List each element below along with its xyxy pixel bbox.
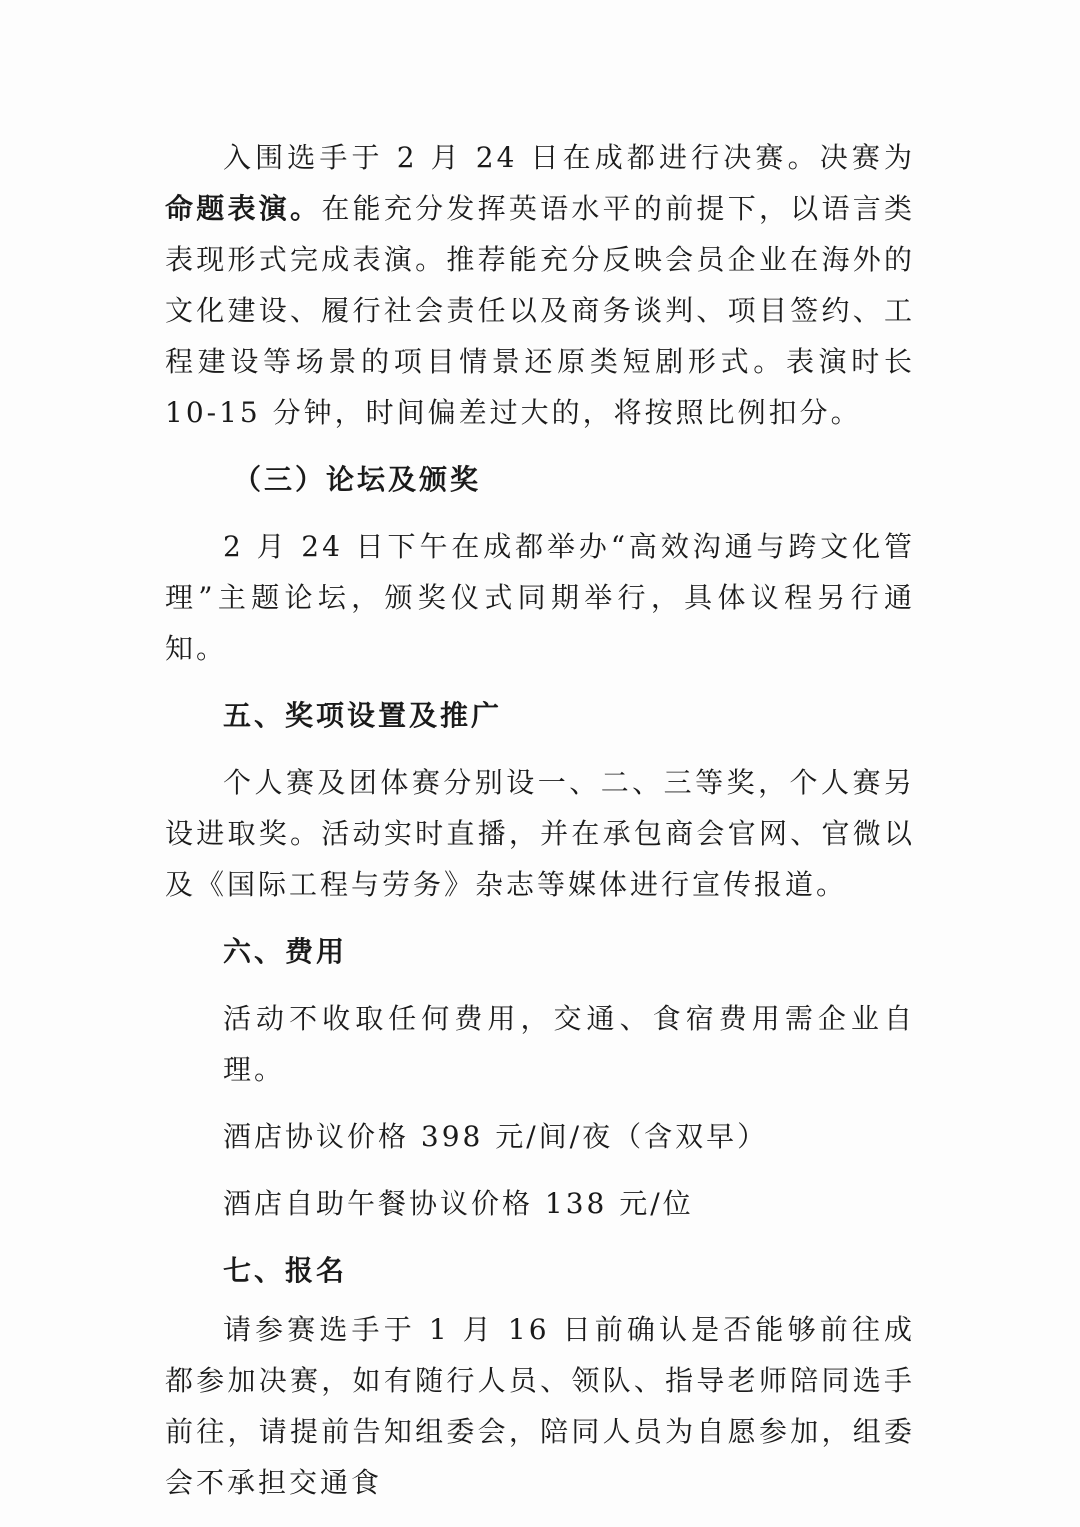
final-rest-text: 在能充分发挥英语水平的前提下，以语言类表现形式完成表演。推荐能充分反映会员企业在海外的文化建设、履行社会责任以及商务谈判、项目签约、工程建设等场景的项目情景还原类短剧形式。表演时长 10-15 分钟，时间偏差过大的，将按照比例扣分。 xyxy=(165,192,915,429)
hotel-lunch-price: 酒店自助午餐协议价格 138 元/位 xyxy=(223,1187,694,1220)
fees-heading: 六、费用 xyxy=(223,935,348,968)
forum-paragraph: 2 月 24 日下午在成都举办“高效沟通与跨文化管理”主题论坛，颁奖仪式同期举行，具体议程另行通知。 xyxy=(165,530,915,665)
awards-paragraph: 个人赛及团体赛分别设一、二、三等奖，个人赛另设进取奖。活动实时直播，并在承包商会官网、官微以及《国际工程与劳务》杂志等媒体进行宣传报道。 xyxy=(165,766,915,901)
signup-paragraph: 请参赛选手于 1 月 16 日前确认是否能够前往成都参加决赛，如有随行人员、领队、指导老师陪同选手前往，请提前告知组委会，陪同人员为自愿参加，组委会不承担交通食 xyxy=(165,1313,915,1499)
awards-heading: 五、奖项设置及推广 xyxy=(223,699,503,732)
final-paragraph xyxy=(165,132,915,438)
signup-heading: 七、报名 xyxy=(223,1254,348,1287)
final-bold-text: 命题表演。 xyxy=(165,192,322,225)
fees-paragraph: 活动不收取任何费用，交通、食宿费用需企业自理。 xyxy=(223,1002,915,1086)
forum-heading: （三）论坛及颁奖 xyxy=(233,463,482,496)
document-body xyxy=(165,132,915,1508)
hotel-room-price: 酒店协议价格 398 元/间/夜（含双早） xyxy=(223,1120,769,1153)
final-intro-text: 入围选手于 2 月 24 日在成都进行决赛。决赛为 xyxy=(223,141,915,174)
